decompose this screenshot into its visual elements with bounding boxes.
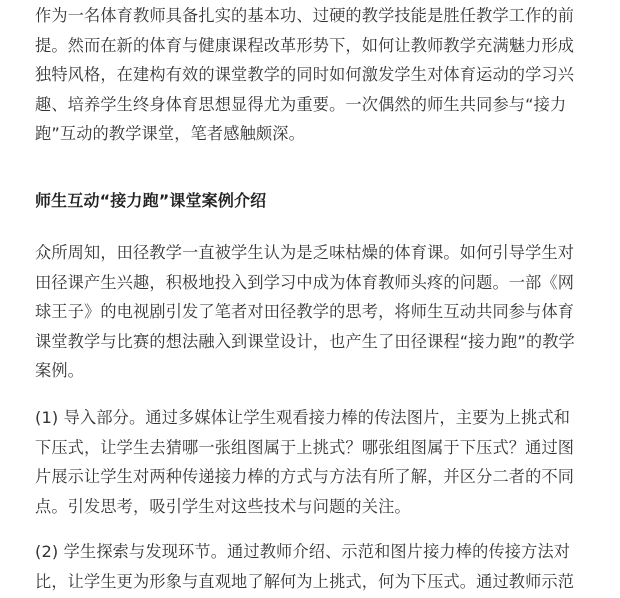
text-line: 作为一名体育教师具备扎实的基本功、过硬的教学技能是胜任教学工作的前 — [35, 6, 575, 25]
background-paragraph — [35, 238, 600, 386]
text-line: 球王子》的电视剧引发了笔者对田径教学的思考，将师生互动共同参与体育 — [35, 302, 575, 321]
text-line: 案例。 — [35, 361, 85, 380]
text-line: 田径课产生兴趣，积极地投入到学习中成为体育教师头疼的问题。一部《网 — [35, 272, 575, 292]
step-1-paragraph — [35, 403, 600, 521]
text-line: 下压式，让学生去猜哪一张组图属于上挑式？哪张组图属于下压式？通过图 — [35, 437, 575, 457]
section-heading: 师生互动“接力跑”课堂案例介绍 — [35, 191, 267, 210]
text-line: 众所周知，田径教学一直被学生认为是乏味枯燥的体育课。如何引导学生对 — [35, 243, 575, 262]
text-line: (1) 导入部分。通过多媒体让学生观看接力棒的传法图片，主要为上挑式和 — [35, 408, 571, 427]
intro-paragraph — [35, 1, 600, 149]
text-line: (2) 学生探索与发现环节。通过教师介绍、示范和图片接力棒的传接方法对 — [35, 542, 571, 561]
text-line: 课堂教学与比赛的想法融入到课堂设计，也产生了田径课程“接力跑”的教学 — [35, 331, 575, 351]
text-line: 独特风格，在建构有效的课堂教学的同时如何激发学生对体育运动的学习兴 — [35, 65, 575, 84]
text-line: 跑”互动的教学课堂，笔者感触颇深。 — [35, 124, 305, 143]
text-line: 点。引发思考，吸引学生对这些技术与问题的关注。 — [35, 496, 411, 516]
step-2-paragraph — [35, 537, 600, 596]
text-line: 提。然而在新的体育与健康课程改革形势下，如何让教师教学充满魅力形成 — [35, 35, 575, 55]
text-line: 趣、培养学生终身体育思想显得尤为重要。一次偶然的师生共同参与“接力 — [35, 94, 567, 114]
text-line: 比，让学生更为形象与直观地了解何为上挑式，何为下压式。通过教师示范 — [35, 571, 575, 591]
text-line: 片展示让学生对两种传递接力棒的方式与方法有所了解，并区分二者的不同 — [35, 467, 575, 486]
